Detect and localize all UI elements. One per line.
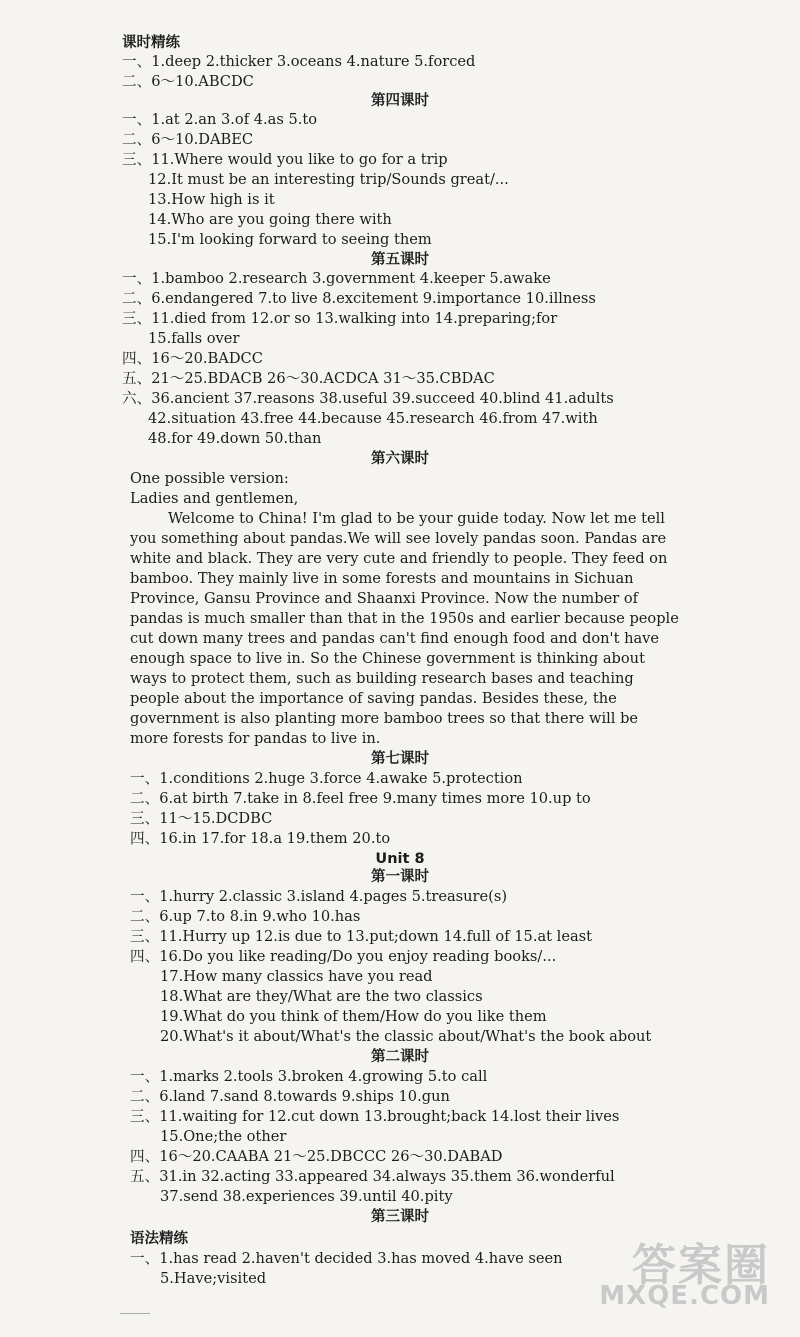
essay-line: government is also planting more bamboo trees so that there will be	[130, 710, 639, 727]
answer-line: 六、36.ancient 37.reasons 38.useful 39.succeed 40.blind 41.adults	[122, 390, 614, 407]
answer-line: 四、16～20.CAABA 21～25.DBCCC 26～30.DABAD	[130, 1148, 503, 1165]
answer-line: 三、11.Where would you like to go for a trip	[122, 151, 448, 168]
lesson-title: 第四课时	[371, 93, 429, 109]
answer-line: 37.send 38.experiences 39.until 40.pity	[160, 1188, 453, 1205]
answer-line: 二、6.land 7.sand 8.towards 9.ships 10.gun	[130, 1088, 450, 1105]
answer-line: 二、6～10.ABCDC	[122, 73, 254, 90]
answer-line: 四、16～20.BADCC	[122, 350, 263, 367]
answer-line: 二、6～10.DABEC	[122, 131, 254, 148]
answer-line: 四、16.Do you like reading/Do you enjoy reading books/...	[130, 948, 557, 965]
unit-title: Unit 8	[375, 851, 425, 867]
answer-line: 一、1.conditions 2.huge 3.force 4.awake 5.protection	[130, 770, 523, 787]
answer-line: 15.I'm looking forward to seeing them	[148, 231, 432, 248]
essay-line: ways to protect them, such as building research bases and teaching	[130, 670, 634, 687]
answer-line: 48.for 49.down 50.than	[148, 430, 322, 447]
answer-line: 四、16.in 17.for 18.a 19.them 20.to	[130, 830, 391, 847]
footer-rule	[120, 1313, 150, 1314]
essay-line: cut down many trees and pandas can't find enough food and don't have	[130, 630, 660, 647]
lesson-title: 第六课时	[371, 451, 429, 467]
answer-line: 一、1.has read 2.haven't decided 3.has moved 4.have seen	[130, 1250, 563, 1267]
lesson-title: 第三课时	[371, 1209, 429, 1225]
answer-line: 三、11.Hurry up 12.is due to 13.put;down 14.full of 15.at least	[130, 928, 593, 945]
answer-line: 42.situation 43.free 44.because 45.research 46.from 47.with	[148, 410, 598, 427]
lesson-title: 第一课时	[371, 869, 429, 885]
answer-line: 二、6.endangered 7.to live 8.excitement 9.importance 10.illness	[122, 290, 596, 307]
lesson-title: 第七课时	[371, 751, 429, 767]
answer-line: 15.falls over	[148, 330, 240, 347]
grammar-heading: 语法精练	[130, 1231, 188, 1247]
answer-line: 19.What do you think of them/How do you like them	[160, 1008, 547, 1025]
answer-line: 一、1.deep 2.thicker 3.oceans 4.nature 5.forced	[122, 53, 476, 70]
answer-line: 14.Who are you going there with	[148, 211, 392, 228]
lesson-title: 第二课时	[371, 1049, 429, 1065]
answer-line: 三、11.died from 12.or so 13.walking into 14.preparing;for	[122, 310, 558, 327]
answer-line: 18.What are they/What are the two classics	[160, 988, 483, 1005]
watermark-sub: MXQE.COM	[599, 1281, 770, 1311]
answer-line: 13.How high is it	[148, 191, 275, 208]
answer-line: 五、21～25.BDACB 26～30.ACDCA 31～35.CBDAC	[122, 370, 495, 387]
answer-line: 三、11～15.DCDBC	[130, 810, 273, 827]
answer-line: 五、31.in 32.acting 33.appeared 34.always 35.them 36.wonderful	[130, 1168, 615, 1185]
answer-line: 17.How many classics have you read	[160, 968, 433, 985]
answer-line: 5.Have;visited	[160, 1270, 267, 1287]
section-heading: 课时精练	[122, 35, 180, 51]
essay-greeting: Ladies and gentlemen,	[130, 490, 299, 507]
answer-line: 三、11.waiting for 12.cut down 13.brought;back 14.lost their lives	[130, 1108, 620, 1125]
essay-intro: One possible version:	[130, 470, 289, 487]
essay-line: Welcome to China! I'm glad to be your guide today. Now let me tell	[168, 510, 665, 527]
essay-line: you something about pandas.We will see lovely pandas soon. Pandas are	[130, 530, 667, 547]
essay-line: white and black. They are very cute and friendly to people. They feed on	[130, 550, 668, 567]
answer-line: 一、1.bamboo 2.research 3.government 4.keeper 5.awake	[122, 270, 551, 287]
answer-line: 12.It must be an interesting trip/Sounds great/...	[148, 171, 509, 188]
answer-line: 15.One;the other	[160, 1128, 287, 1145]
essay-line: enough space to live in. So the Chinese government is thinking about	[130, 650, 645, 667]
essay-line: bamboo. They mainly live in some forests and mountains in Sichuan	[130, 570, 634, 587]
answer-line: 20.What's it about/What's the classic about/What's the book about	[160, 1028, 652, 1045]
watermark-main: 答案圈	[632, 1240, 770, 1291]
answer-line: 二、6.at birth 7.take in 8.feel free 9.many times more 10.up to	[130, 790, 591, 807]
essay-line: Province, Gansu Province and Shaanxi Province. Now the number of	[130, 590, 639, 607]
lesson-title: 第五课时	[371, 252, 429, 268]
answer-line: 一、1.hurry 2.classic 3.island 4.pages 5.treasure(s)	[130, 888, 508, 905]
watermark-logo	[578, 1229, 778, 1319]
essay-line: pandas is much smaller than that in the 1950s and earlier because people	[130, 610, 679, 627]
answer-line: 一、1.marks 2.tools 3.broken 4.growing 5.to call	[130, 1068, 488, 1085]
essay-line: more forests for pandas to live in.	[130, 730, 381, 747]
answer-line: 一、1.at 2.an 3.of 4.as 5.to	[122, 111, 318, 128]
essay-line: people about the importance of saving pandas. Besides these, the	[130, 690, 617, 707]
answer-line: 二、6.up 7.to 8.in 9.who 10.has	[130, 908, 361, 925]
